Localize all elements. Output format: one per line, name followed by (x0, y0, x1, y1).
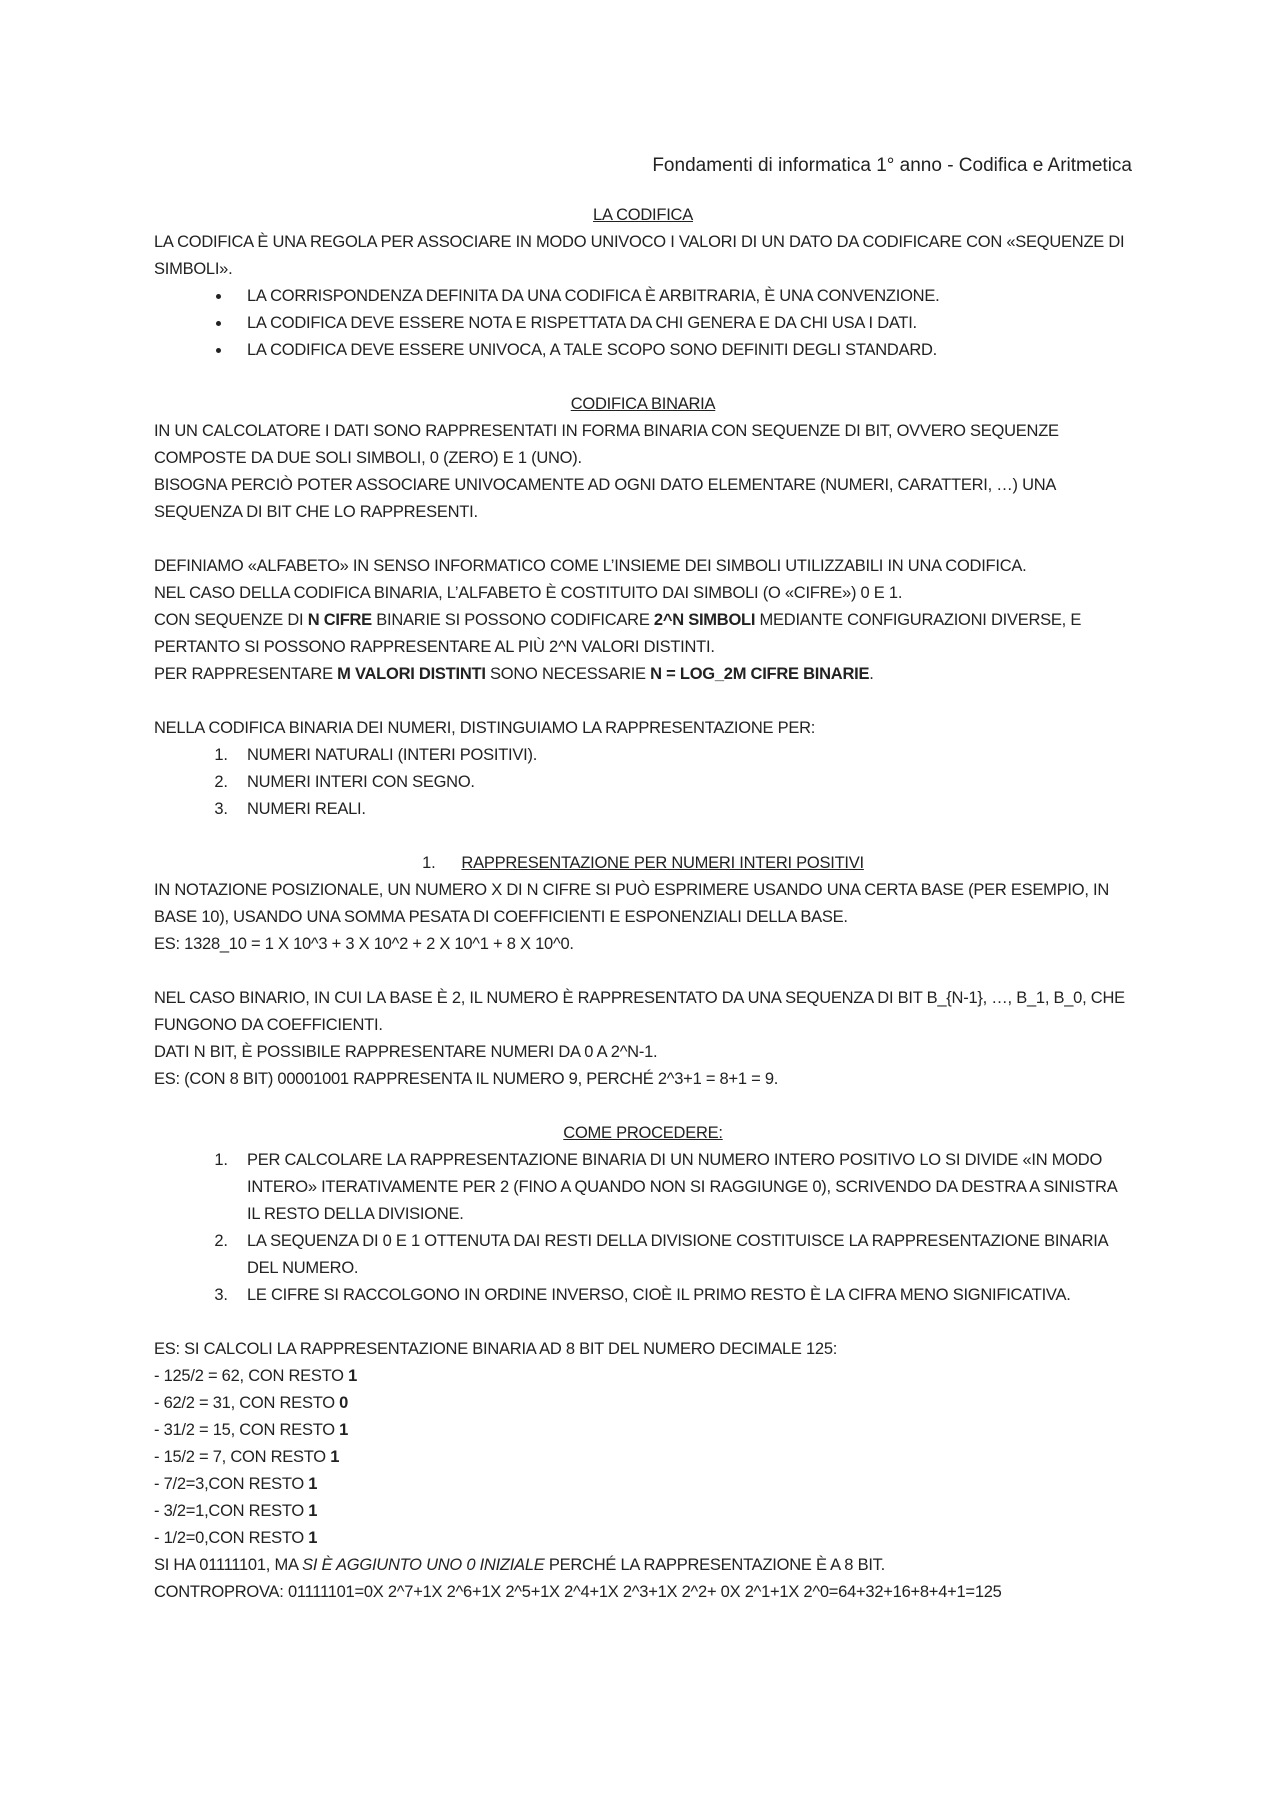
bullet-item: • LA CORRISPONDENZA DEFINITA DA UNA CODIFICA È ARBITRARIA, È UNA CONVENZIONE. (232, 283, 1132, 310)
division-line: - 7/2=3,CON RESTO 1 (154, 1475, 318, 1493)
section-title-codifica-binaria: CODIFICA BINARIA (570, 395, 716, 413)
list-item: 1. NUMERI NATURALI (INTERI POSITIVI). (232, 742, 1132, 769)
bullet-list (154, 283, 1132, 364)
section-title-come-procedere: COME PROCEDERE: (563, 1124, 723, 1142)
paragraph: NEL CASO DELLA CODIFICA BINARIA, L’ALFABETO È COSTITUITO DAI SIMBOLI (O «CIFRE») 0 E 1. (154, 584, 903, 602)
paragraph: IN NOTAZIONE POSIZIONALE, UN NUMERO X DI N CIFRE SI PUÒ ESPRIMERE USANDO UNA CERTA BASE (PER ESEMPIO, IN BASE 10), USANDO UNA SOMMA PESATA DI COEFFICIENTI E ESPONENZIALI DELLA BASE. (154, 881, 1109, 926)
paragraph: IN UN CALCOLATORE I DATI SONO RAPPRESENTATI IN FORMA BINARIA CON SEQUENZE DI BIT, OVVERO SEQUENZE COMPOSTE DA DUE SOLI SIMBOLI, 0 (ZERO) E 1 (UNO). (154, 422, 1059, 467)
paragraph: PER RAPPRESENTARE M VALORI DISTINTI SONO NECESSARIE N = LOG_2M CIFRE BINARIE. (154, 665, 874, 683)
paragraph: NELLA CODIFICA BINARIA DEI NUMERI, DISTINGUIAMO LA RAPPRESENTAZIONE PER: (154, 719, 816, 737)
division-line: - 31/2 = 15, CON RESTO 1 (154, 1421, 349, 1439)
page-header: Fondamenti di informatica 1° anno - Codifica e Aritmetica (652, 155, 1132, 176)
paragraph: CON SEQUENZE DI N CIFRE BINARIE SI POSSONO CODIFICARE 2^N SIMBOLI MEDIANTE CONFIGURAZIONI DIVERSE, E PERTANTO SI POSSONO RAPPRESENTARE AL PIÙ 2^N VALORI DISTINTI. (154, 611, 1082, 656)
division-line: - 125/2 = 62, CON RESTO 1 (154, 1367, 358, 1385)
paragraph: BISOGNA PERCIÒ POTER ASSOCIARE UNIVOCAMENTE AD OGNI DATO ELEMENTARE (NUMERI, CARATTERI, …) UNA SEQUENZA DI BIT CHE LO RAPPRESENTI. (154, 476, 1056, 521)
division-line: - 3/2=1,CON RESTO 1 (154, 1502, 318, 1520)
section-title-codifica: LA CODIFICA (593, 206, 693, 224)
steps-list (154, 1147, 1132, 1309)
paragraph: SI HA 01111101, MA SI È AGGIUNTO UNO 0 INIZIALE PERCHÉ LA RAPPRESENTAZIONE È A 8 BIT. (154, 1556, 885, 1574)
list-item: 1. PER CALCOLARE LA RAPPRESENTAZIONE BINARIA DI UN NUMERO INTERO POSITIVO LO SI DIVIDE «IN MODO INTERO» ITERATIVAMENTE PER 2 (FINO A QUANDO NON SI RAGGIUNGE 0), SCRIVENDO DA DESTRA A SINISTRA IL RESTO DELLA DIVISIONE. (232, 1147, 1132, 1228)
paragraph: ES: 1328_10 = 1 X 10^3 + 3 X 10^2 + 2 X 10^1 + 8 X 10^0. (154, 935, 574, 953)
paragraph: ES: (CON 8 BIT) 00001001 RAPPRESENTA IL NUMERO 9, PERCHÉ 2^3+1 = 8+1 = 9. (154, 1070, 779, 1088)
section-title-interi-positivi: 1. RAPPRESENTAZIONE PER NUMERI INTERI POSITIVI (422, 854, 864, 872)
list-item: 3. NUMERI REALI. (232, 796, 1132, 823)
list-item: 3. LE CIFRE SI RACCOLGONO IN ORDINE INVERSO, CIOÈ IL PRIMO RESTO È LA CIFRA MENO SIGNIFICATIVA. (232, 1282, 1132, 1309)
division-line: - 15/2 = 7, CON RESTO 1 (154, 1448, 340, 1466)
paragraph: NEL CASO BINARIO, IN CUI LA BASE È 2, IL NUMERO È RAPPRESENTATO DA UNA SEQUENZA DI BIT B_{N-1}, …, B_1, B_0, CHE FUNGONO DA COEFFICIENTI. (154, 989, 1125, 1034)
paragraph: DEFINIAMO «ALFABETO» IN SENSO INFORMATICO COME L’INSIEME DEI SIMBOLI UTILIZZABILI IN UNA CODIFICA. (154, 557, 1027, 575)
list-item: 2. LA SEQUENZA DI 0 E 1 OTTENUTA DAI RESTI DELLA DIVISIONE COSTITUISCE LA RAPPRESENTAZIONE BINARIA DEL NUMERO. (232, 1228, 1132, 1282)
bullet-item: • LA CODIFICA DEVE ESSERE UNIVOCA, A TALE SCOPO SONO DEFINITI DEGLI STANDARD. (232, 337, 1132, 364)
division-line: - 1/2=0,CON RESTO 1 (154, 1529, 318, 1547)
list-item: 2. NUMERI INTERI CON SEGNO. (232, 769, 1132, 796)
paragraph: LA CODIFICA È UNA REGOLA PER ASSOCIARE IN MODO UNIVOCO I VALORI DI UN DATO DA CODIFICARE CON «SEQUENZE DI SIMBOLI». (154, 233, 1125, 278)
division-line: - 62/2 = 31, CON RESTO 0 (154, 1394, 349, 1412)
paragraph: CONTROPROVA: 01111101=0X 2^7+1X 2^6+1X 2^5+1X 2^4+1X 2^3+1X 2^2+ 0X 2^1+1X 2^0=64+32+16+8+4+1=125 (154, 1583, 1002, 1601)
paragraph: ES: SI CALCOLI LA RAPPRESENTAZIONE BINARIA AD 8 BIT DEL NUMERO DECIMALE 125: (154, 1340, 838, 1358)
bullet-item: • LA CODIFICA DEVE ESSERE NOTA E RISPETTATA DA CHI GENERA E DA CHI USA I DATI. (232, 310, 1132, 337)
number-types-list (154, 742, 1132, 823)
paragraph: DATI N BIT, È POSSIBILE RAPPRESENTARE NUMERI DA 0 A 2^N-1. (154, 1043, 658, 1061)
